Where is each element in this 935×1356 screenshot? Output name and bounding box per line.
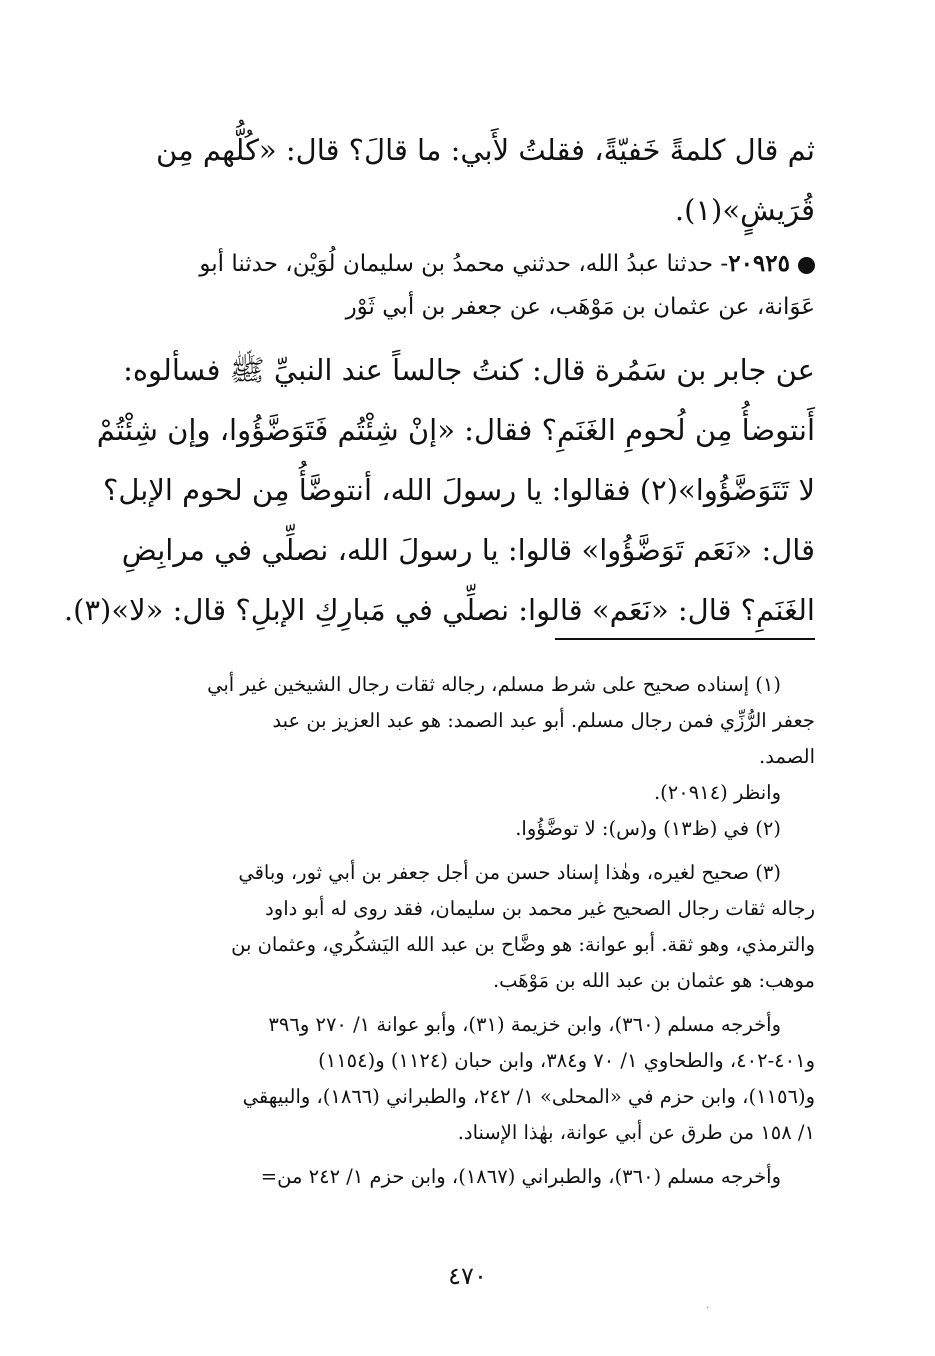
hadith-matn: [63, 340, 815, 640]
hadith-header-line: [100, 242, 815, 286]
hadith-continuation: [100, 120, 815, 240]
footnote-line: وأخرجه مسلم (٣٦٠)، والطبراني (١٨٦٧)، وابن حزم ١/ ٢٤٢ من=: [260, 1165, 781, 1188]
footnote-line: (٢) في (ظ١٣) و(س): لا توضَّؤُوا.: [515, 817, 781, 840]
footnote-line: ١/ ١٥٨ من طرق عن أبي عوانة، بهٰذا الإسناد.: [457, 1121, 815, 1144]
hadith-header: [100, 242, 815, 329]
footnote-line: موهب: هو عثمان بن عبد الله بن مَوْهَب.: [492, 969, 815, 992]
footnote-line: الصمد.: [759, 745, 815, 768]
text-line: الغَنَمِ؟ قال: «نَعَم» قالوا: نصلِّي في مَبارِكِ الإبلِ؟ قال: «لا»(٣).: [63, 593, 815, 627]
text-line: أَنتوضأُ مِن لُحومِ الغَنَمِ؟ فقال: «إنْ شِئْتُم فَتَوَضَّؤُوا، وإن شِئْتُمْ: [96, 413, 815, 447]
footnotes: [100, 667, 815, 1195]
hadith-number: ٢٠٩٢٥: [728, 250, 790, 277]
bullet-dot-icon: [798, 257, 815, 274]
footnote-line: والترمذي، وهو ثقة. أبو عوانة: هو وضَّاح بن عبد الله اليَشكُري، وعثمان بن: [231, 933, 815, 956]
footnote-line: (١) إسناده صحيح على شرط مسلم، رجاله ثقات رجال الشيخين غير أبي: [207, 673, 781, 696]
footnote-line: (٣) صحيح لغيره، وهٰذا إسناد حسن من أجل جعفر بن أبي ثور، وباقي: [238, 861, 781, 884]
footnote-line: وانظر (٢٠٩١٤).: [653, 781, 781, 804]
text-line: ثم قال كلمةً خَفيّةً، فقلتُ لأَبي: ما قالَ؟ قال: «كُلُّهم مِن: [156, 133, 815, 167]
footnote-line: و٤٠١-٤٠٢، والطحاوي ١/ ٧٠ و٣٨٤، وابن حبان (١١٢٤) و(١١٥٤): [318, 1049, 815, 1072]
isnad-line: عَوَانة، عن عثمان بن مَوْهَب، عن جعفر بن أبي ثَوْر: [345, 294, 815, 320]
footnote-line: و(١١٥٦)، وابن حزم في «المحلى» ١/ ٢٤٢، والطبراني (١٨٦٦)، والبيهقي: [242, 1085, 815, 1108]
footnote-line: رجاله ثقات رجال الصحيح غير محمد بن سليمان، فقد روى له أبو داود: [265, 897, 815, 920]
footnote-line: وأخرجه مسلم (٣٦٠)، وابن خزيمة (٣١)، وأبو عوانة ١/ ٢٧٠ و٣٩٦: [268, 1013, 781, 1036]
isnad-line: - حدثنا عبدُ الله، حدثني محمدُ بن سليمان لُوَيْن، حدثنا أبو: [199, 251, 729, 277]
footnote-line: جعفر الرُّزِّي فمن رجال مسلم. أبو عبد الصمد: هو عبد العزيز بن عبد: [272, 709, 815, 732]
footnote-separator: [555, 638, 815, 640]
text-line: قال: «نَعَم تَوَضَّؤُوا» قالوا: يا رسولَ الله، نصلِّي في مرابِضِ: [121, 533, 815, 567]
page-number: ٤٧٠: [448, 1262, 487, 1290]
text-line: عن جابر بن سَمُرة قال: كنتُ جالساً عند النبيِّ ﷺ فسألوه:: [123, 353, 815, 387]
text-line: لا تَتَوَضَّؤُوا»(٢) فقالوا: يا رسولَ الله، أنتوضَّأُ مِن لحوم الإبل؟: [102, 473, 815, 507]
scan-speck: ·: [706, 1303, 710, 1314]
text-line: قُرَيشٍ»(١).: [674, 193, 815, 227]
